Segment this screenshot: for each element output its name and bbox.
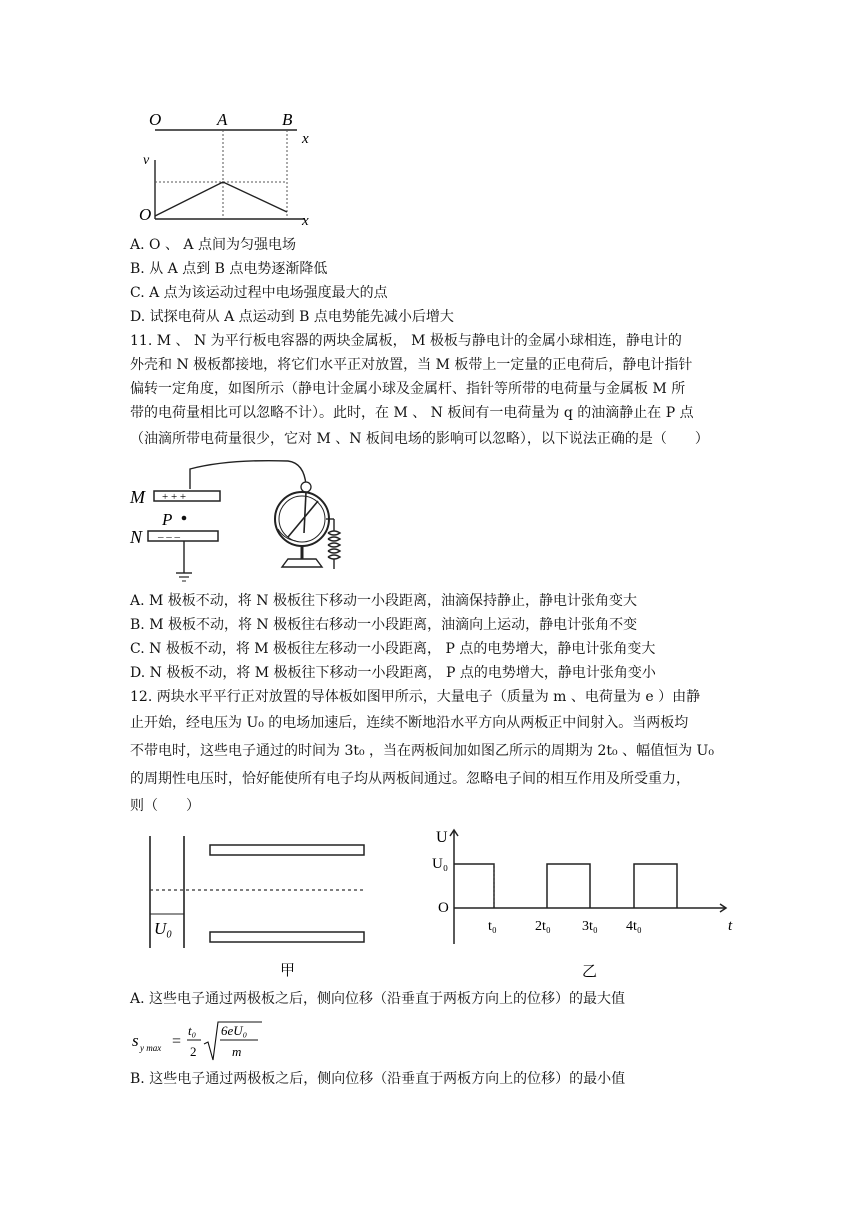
q11-stem-line-5: （油滴所带电荷量很少，它对 M 、N 板间电场的影响可以忽略），以下说法正确的是（ ） xyxy=(130,431,709,447)
formula-equals: = xyxy=(172,1033,182,1050)
q10-option-c: C. A 点为该运动过程中电场强度最大的点 xyxy=(130,285,388,301)
q12-option-b: B. 这些电子通过两极板之后，侧向位移（沿垂直于两板方向上的位移）的最小值 xyxy=(130,1071,626,1087)
figure-jia-caption: 甲 xyxy=(280,963,296,979)
q11-stem-line-3: 偏转一定角度，如图所示（静电计金属小球及金属杆、指针等所带的电荷量与金属板 M 所 xyxy=(130,381,686,397)
formula-lhs: s xyxy=(132,1031,139,1050)
tick-2t0: 2t₀ xyxy=(535,919,551,934)
pulse-1 xyxy=(454,864,494,908)
plate-N-charges: – – – xyxy=(158,531,180,543)
label-A: A xyxy=(217,110,228,129)
q12-option-a: A. 这些电子通过两极板之后，侧向位移（沿垂直于两板方向上的位移）的最大值 xyxy=(130,991,626,1007)
tick-t0: t₀ xyxy=(488,919,497,934)
q12-stem-line-3: 不带电时，这些电子通过的时间为 3t₀ ，当在两板间加如图乙所示的周期为 2t₀ 、幅值恒为 U₀ xyxy=(130,743,714,759)
axis-U-label: U xyxy=(436,829,448,846)
q11-option-b: B. M 极板不动，将 N 极板往右移动一小段距离，油滴向上运动，静电计张角不变 xyxy=(130,617,638,633)
label-x-bottom: x xyxy=(302,213,309,229)
formula-subscript: y max xyxy=(140,1043,162,1053)
label-B: B xyxy=(282,110,293,129)
q12-stem-line-5: 则（ ） xyxy=(130,798,200,814)
formula-radicand-denominator: m xyxy=(232,1044,242,1059)
q11-stem-line-4: 带的电荷量相比可以忽略不计）。此时，在 M 、 N 板间有一电荷量为 q 的油滴静止在 P 点 xyxy=(130,405,694,421)
lower-plate xyxy=(210,932,364,942)
point-P-label: P xyxy=(162,510,173,529)
q11-option-a: A. M 极板不动，将 N 极板往下移动一小段距离，油滴保持静止，静电计张角变大 xyxy=(130,593,637,609)
plate-M-charges: + + + xyxy=(162,491,187,503)
figure-yi-caption: 乙 xyxy=(582,964,598,980)
q10-option-d: D. 试探电荷从 A 点运动到 B 点电势能先减小后增大 xyxy=(130,309,454,325)
q10-option-a: A. O 、 A 点间为匀强电场 xyxy=(130,237,296,253)
figure-yi-voltage-graph xyxy=(430,824,740,982)
formula-numerator: t₀ xyxy=(188,1023,197,1038)
q11-stem-line-2: 外壳和 N 极板都接地，将它们水平正对放置，当 M 板带上一定量的正电荷后，静电计指针 xyxy=(130,357,693,373)
max-displacement-formula xyxy=(132,1018,282,1066)
q10-option-b: B. 从 A 点到 B 点电势逐渐降低 xyxy=(130,261,328,277)
q11-option-c: C. N 极板不动，将 M 极板往左移动一小段距离， P 点的电势增大，静电计张角变大 xyxy=(130,641,656,657)
label-v: v xyxy=(143,153,150,168)
tick-4t0: 4t₀ xyxy=(626,919,642,934)
velocity-position-graph xyxy=(135,108,325,230)
origin-O-label: O xyxy=(438,900,449,916)
electrometer-ball xyxy=(301,482,311,492)
pulse-3 xyxy=(634,864,677,908)
label-x-top: x xyxy=(302,131,309,147)
capacitor-electrometer-figure xyxy=(128,455,348,585)
level-U0-label: U₀ xyxy=(432,856,449,872)
plate-N-label: N xyxy=(130,527,143,547)
q12-stem-line-4: 的周期性电压时，恰好能使所有电子均从两板间通过。忽略电子间的相互作用及所受重力， xyxy=(130,771,690,787)
q11-stem-line-1: 11. M 、 N 为平行板电容器的两块金属板， M 极板与静电计的金属小球相连，静电计的 xyxy=(130,333,682,349)
q11-option-d: D. N 极板不动，将 M 极板往下移动一小段距离， P 点的电势增大，静电计张角变小 xyxy=(130,665,656,681)
formula-radicand-numerator: 6eU₀ xyxy=(221,1023,248,1038)
q12-stem-line-2: 止开始，经电压为 U₀ 的电场加速后，连续不断地沿水平方向从两板正中间射入。当两板均 xyxy=(130,715,689,731)
tick-3t0: 3t₀ xyxy=(582,919,598,934)
accelerating-voltage-label: U₀ xyxy=(154,919,173,938)
plate-M-label: M xyxy=(130,487,145,507)
figure-jia-plates xyxy=(140,830,380,980)
axis-t-label: t xyxy=(728,918,733,934)
label-O-top: O xyxy=(149,110,162,129)
label-O-bottom: O xyxy=(139,205,152,224)
q12-stem-line-1: 12. 两块水平平行正对放置的导体板如图甲所示，大量电子（质量为 m 、电荷量为 e ）由静 xyxy=(130,689,701,705)
formula-denominator: 2 xyxy=(190,1044,197,1059)
pulse-2 xyxy=(547,864,590,908)
upper-plate xyxy=(210,845,364,855)
oil-drop-P xyxy=(182,516,187,521)
